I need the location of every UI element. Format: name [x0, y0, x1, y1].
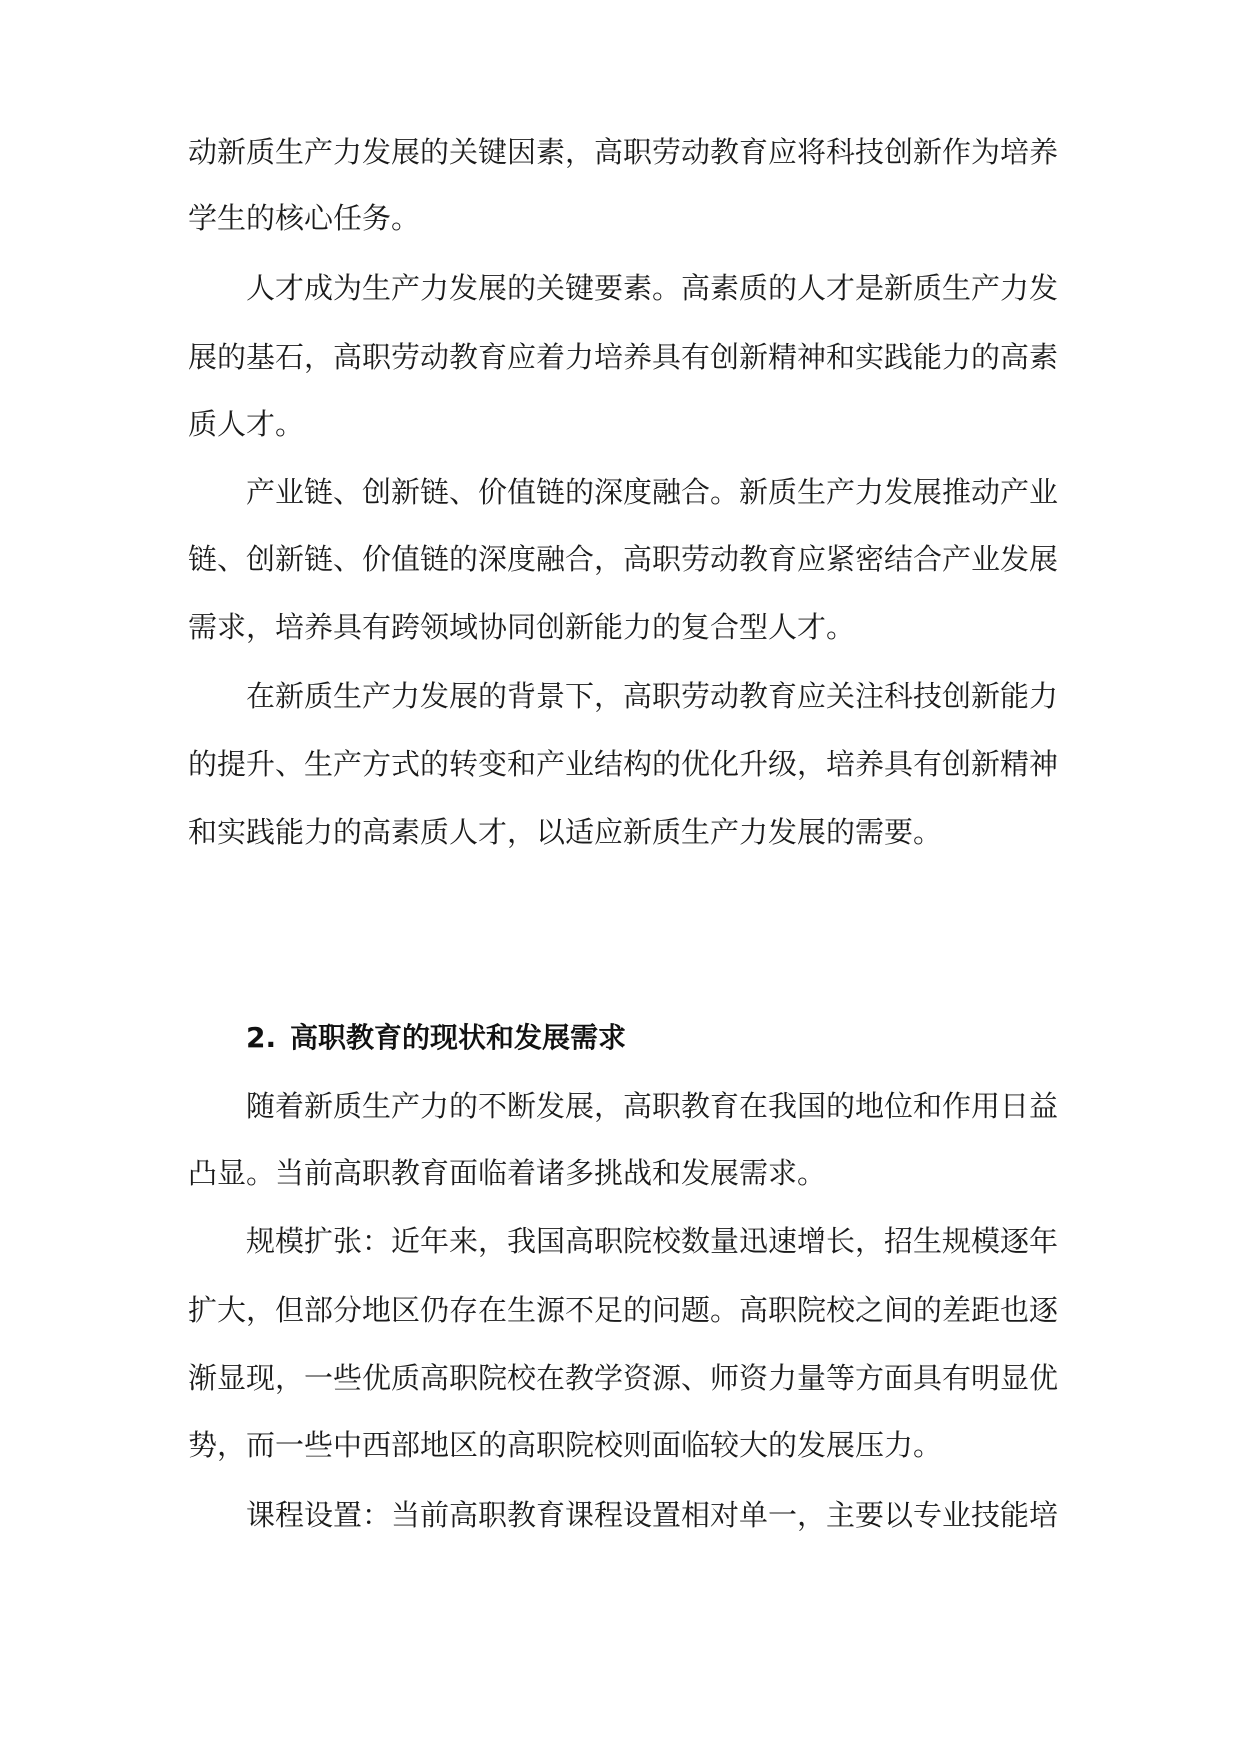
paragraph-4-line-3: 和实践能力的高素质人才，以适应新质生产力发展的需要。 — [188, 815, 943, 849]
section-paragraph-1-line-2: 凸显。当前高职教育面临着诸多挑战和发展需求。 — [188, 1156, 827, 1190]
paragraph-3-line-3: 需求，培养具有跨领域协同创新能力的复合型人才。 — [188, 610, 856, 644]
paragraph-2-line-2: 展的基石，高职劳动教育应着力培养具有创新精神和实践能力的高素 — [188, 340, 1059, 374]
paragraph-1-line-1: 动新质生产力发展的关键因素，高职劳动教育应将科技创新作为培养 — [188, 135, 1059, 169]
section-paragraph-2-line-1: 规模扩张：近年来，我国高职院校数量迅速增长，招生规模逐年 — [246, 1224, 1059, 1258]
section-heading — [246, 1018, 626, 1058]
paragraph-3-line-1: 产业链、创新链、价值链的深度融合。新质生产力发展推动产业 — [246, 475, 1059, 509]
section-paragraph-3-line-1: 课程设置：当前高职教育课程设置相对单一，主要以专业技能培 — [246, 1498, 1059, 1532]
section-heading-title: 高职教育的现状和发展需求 — [290, 1021, 627, 1054]
paragraph-1-line-2: 学生的核心任务。 — [188, 201, 421, 235]
section-paragraph-2-line-3: 渐显现，一些优质高职院校在教学资源、师资力量等方面具有明显优 — [188, 1361, 1059, 1395]
section-paragraph-1-line-1: 随着新质生产力的不断发展，高职教育在我国的地位和作用日益 — [246, 1089, 1059, 1123]
paragraph-2-line-3: 质人才。 — [188, 407, 305, 441]
paragraph-2-line-1: 人才成为生产力发展的关键要素。高素质的人才是新质生产力发 — [246, 271, 1059, 305]
paragraph-4-line-1: 在新质生产力发展的背景下，高职劳动教育应关注科技创新能力 — [246, 679, 1059, 713]
section-paragraph-2-line-2: 扩大，但部分地区仍存在生源不足的问题。高职院校之间的差距也逐 — [188, 1293, 1059, 1327]
paragraph-3-line-2: 链、创新链、价值链的深度融合，高职劳动教育应紧密结合产业发展 — [188, 542, 1059, 576]
section-paragraph-2-line-4: 势，而一些中西部地区的高职院校则面临较大的发展压力。 — [188, 1428, 943, 1462]
section-heading-number: 2. — [246, 1021, 277, 1054]
paragraph-4-line-2: 的提升、生产方式的转变和产业结构的优化升级，培养具有创新精神 — [188, 747, 1059, 781]
